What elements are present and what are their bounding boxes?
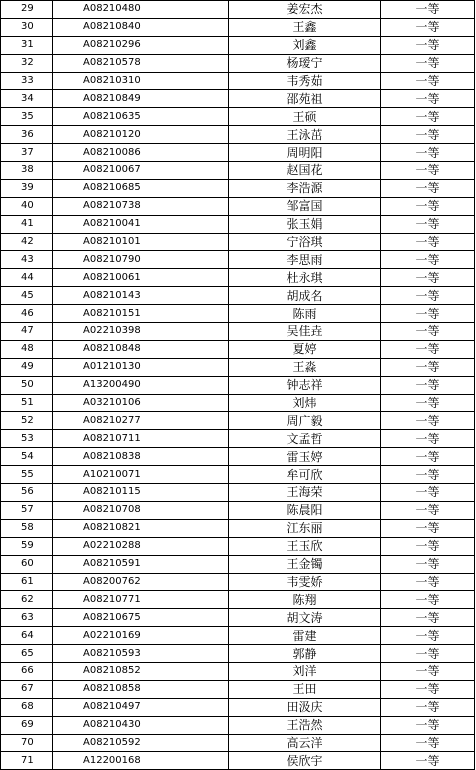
student-name-cell: 夏婷 <box>229 340 381 358</box>
award-grade-cell: 一等 <box>381 591 475 609</box>
table-row <box>1 448 475 466</box>
table-row <box>1 627 475 645</box>
row-number-cell: 40 <box>1 197 53 215</box>
table-row <box>1 36 475 54</box>
student-name-cell: 田汲庆 <box>229 698 381 716</box>
row-number-cell: 53 <box>1 430 53 448</box>
student-id-cell: A08210858 <box>53 680 229 698</box>
table-row <box>1 680 475 698</box>
student-name-cell: 杨瑷宁 <box>229 54 381 72</box>
table-row <box>1 466 475 484</box>
student-name-cell: 李思雨 <box>229 251 381 269</box>
table-row <box>1 573 475 591</box>
award-grade-cell: 一等 <box>381 698 475 716</box>
student-id-cell: A08210840 <box>53 18 229 36</box>
table-row <box>1 108 475 126</box>
row-number-cell: 32 <box>1 54 53 72</box>
row-number-cell: 49 <box>1 358 53 376</box>
table-row <box>1 144 475 162</box>
student-name-cell: 宁浴琪 <box>229 233 381 251</box>
table-row <box>1 215 475 233</box>
award-grade-cell: 一等 <box>381 287 475 305</box>
award-grade-cell: 一等 <box>381 90 475 108</box>
student-name-cell: 赵国花 <box>229 162 381 180</box>
student-id-cell: A08210592 <box>53 734 229 752</box>
student-name-cell: 胡成名 <box>229 287 381 305</box>
row-number-cell: 62 <box>1 591 53 609</box>
award-grade-cell: 一等 <box>381 394 475 412</box>
student-id-cell: A08210849 <box>53 90 229 108</box>
award-grade-cell: 一等 <box>381 501 475 519</box>
row-number-cell: 35 <box>1 108 53 126</box>
table-row <box>1 287 475 305</box>
award-grade-cell: 一等 <box>381 680 475 698</box>
table-row <box>1 698 475 716</box>
table-row <box>1 269 475 287</box>
student-id-cell: A08210115 <box>53 484 229 502</box>
award-grade-cell: 一等 <box>381 752 475 770</box>
student-name-cell: 刘炜 <box>229 394 381 412</box>
table-row <box>1 501 475 519</box>
row-number-cell: 39 <box>1 179 53 197</box>
row-number-cell: 57 <box>1 501 53 519</box>
student-name-cell: 高云洋 <box>229 734 381 752</box>
student-id-cell: A08210821 <box>53 519 229 537</box>
student-id-cell: A08210310 <box>53 72 229 90</box>
student-name-cell: 雷玉婷 <box>229 448 381 466</box>
student-name-cell: 江东丽 <box>229 519 381 537</box>
row-number-cell: 29 <box>1 1 53 19</box>
award-grade-cell: 一等 <box>381 537 475 555</box>
award-grade-cell: 一等 <box>381 662 475 680</box>
student-name-cell: 王金镯 <box>229 555 381 573</box>
student-name-cell: 陈雨 <box>229 305 381 323</box>
table-row <box>1 179 475 197</box>
student-name-cell: 王浩然 <box>229 716 381 734</box>
student-id-cell: A08210711 <box>53 430 229 448</box>
student-name-cell: 文孟哲 <box>229 430 381 448</box>
award-grade-cell: 一等 <box>381 340 475 358</box>
award-grade-cell: 一等 <box>381 126 475 144</box>
award-grade-cell: 一等 <box>381 609 475 627</box>
student-id-cell: A08210480 <box>53 1 229 19</box>
award-grade-cell: 一等 <box>381 1 475 19</box>
award-grade-cell: 一等 <box>381 376 475 394</box>
student-id-cell: A08210591 <box>53 555 229 573</box>
award-grade-cell: 一等 <box>381 18 475 36</box>
row-number-cell: 64 <box>1 627 53 645</box>
table-row <box>1 18 475 36</box>
award-grade-cell: 一等 <box>381 734 475 752</box>
row-number-cell: 60 <box>1 555 53 573</box>
student-name-cell: 王淼 <box>229 358 381 376</box>
award-grade-cell: 一等 <box>381 412 475 430</box>
award-grade-cell: 一等 <box>381 72 475 90</box>
table-row <box>1 54 475 72</box>
table-row <box>1 430 475 448</box>
table-row <box>1 1 475 19</box>
student-id-cell: A08210151 <box>53 305 229 323</box>
row-number-cell: 46 <box>1 305 53 323</box>
student-id-cell: A08210120 <box>53 126 229 144</box>
student-id-cell: A08210852 <box>53 662 229 680</box>
row-number-cell: 34 <box>1 90 53 108</box>
student-name-cell: 王田 <box>229 680 381 698</box>
row-number-cell: 56 <box>1 484 53 502</box>
table-row <box>1 484 475 502</box>
row-number-cell: 54 <box>1 448 53 466</box>
row-number-cell: 70 <box>1 734 53 752</box>
award-grade-cell: 一等 <box>381 269 475 287</box>
award-grade-cell: 一等 <box>381 144 475 162</box>
student-id-cell: A08210041 <box>53 215 229 233</box>
row-number-cell: 52 <box>1 412 53 430</box>
student-name-cell: 周广毅 <box>229 412 381 430</box>
table-row <box>1 537 475 555</box>
student-name-cell: 邹富国 <box>229 197 381 215</box>
award-grade-cell: 一等 <box>381 484 475 502</box>
table-row <box>1 752 475 770</box>
award-grade-cell: 一等 <box>381 519 475 537</box>
award-grade-cell: 一等 <box>381 108 475 126</box>
student-id-cell: A08210143 <box>53 287 229 305</box>
award-grade-cell: 一等 <box>381 233 475 251</box>
row-number-cell: 71 <box>1 752 53 770</box>
student-name-cell: 王泳茁 <box>229 126 381 144</box>
student-name-cell: 雷建 <box>229 627 381 645</box>
row-number-cell: 59 <box>1 537 53 555</box>
table-row <box>1 394 475 412</box>
row-number-cell: 69 <box>1 716 53 734</box>
student-id-cell: A08210086 <box>53 144 229 162</box>
row-number-cell: 36 <box>1 126 53 144</box>
student-name-cell: 王鑫 <box>229 18 381 36</box>
student-id-cell: A13200490 <box>53 376 229 394</box>
row-number-cell: 48 <box>1 340 53 358</box>
row-number-cell: 38 <box>1 162 53 180</box>
student-id-cell: A08210101 <box>53 233 229 251</box>
award-grade-cell: 一等 <box>381 179 475 197</box>
student-name-cell: 张玉娟 <box>229 215 381 233</box>
table-row <box>1 662 475 680</box>
row-number-cell: 47 <box>1 323 53 341</box>
student-id-cell: A08210838 <box>53 448 229 466</box>
award-grade-cell: 一等 <box>381 358 475 376</box>
student-id-cell: A08210708 <box>53 501 229 519</box>
table-row <box>1 340 475 358</box>
table-row <box>1 358 475 376</box>
row-number-cell: 43 <box>1 251 53 269</box>
table-row <box>1 376 475 394</box>
table-row <box>1 197 475 215</box>
student-id-cell: A08210593 <box>53 645 229 663</box>
row-number-cell: 50 <box>1 376 53 394</box>
student-name-cell: 韦雯娇 <box>229 573 381 591</box>
student-id-cell: A12200168 <box>53 752 229 770</box>
student-id-cell: A08210497 <box>53 698 229 716</box>
student-name-cell: 胡文涛 <box>229 609 381 627</box>
row-number-cell: 65 <box>1 645 53 663</box>
student-id-cell: A03210106 <box>53 394 229 412</box>
award-grade-cell: 一等 <box>381 305 475 323</box>
student-name-cell: 牟可欣 <box>229 466 381 484</box>
student-id-cell: A08210430 <box>53 716 229 734</box>
award-grade-cell: 一等 <box>381 448 475 466</box>
award-grade-cell: 一等 <box>381 716 475 734</box>
student-name-cell: 侯欣宇 <box>229 752 381 770</box>
table-row <box>1 323 475 341</box>
student-name-cell: 王海荣 <box>229 484 381 502</box>
row-number-cell: 51 <box>1 394 53 412</box>
student-name-cell: 钟志祥 <box>229 376 381 394</box>
student-id-cell: A08210277 <box>53 412 229 430</box>
row-number-cell: 61 <box>1 573 53 591</box>
row-number-cell: 58 <box>1 519 53 537</box>
student-name-cell: 周明阳 <box>229 144 381 162</box>
row-number-cell: 41 <box>1 215 53 233</box>
row-number-cell: 42 <box>1 233 53 251</box>
row-number-cell: 55 <box>1 466 53 484</box>
award-grade-cell: 一等 <box>381 627 475 645</box>
row-number-cell: 33 <box>1 72 53 90</box>
student-id-cell: A10210071 <box>53 466 229 484</box>
student-name-cell: 李浩源 <box>229 179 381 197</box>
table-row <box>1 126 475 144</box>
student-name-cell: 王硕 <box>229 108 381 126</box>
student-name-cell: 韦秀茹 <box>229 72 381 90</box>
row-number-cell: 66 <box>1 662 53 680</box>
table-row <box>1 609 475 627</box>
student-id-cell: A08210675 <box>53 609 229 627</box>
award-grade-cell: 一等 <box>381 162 475 180</box>
row-number-cell: 31 <box>1 36 53 54</box>
student-name-cell: 杜永琪 <box>229 269 381 287</box>
student-name-cell: 刘鑫 <box>229 36 381 54</box>
student-name-cell: 刘洋 <box>229 662 381 680</box>
table-row <box>1 591 475 609</box>
row-number-cell: 45 <box>1 287 53 305</box>
table-row <box>1 162 475 180</box>
student-name-cell: 姜宏杰 <box>229 1 381 19</box>
table-row <box>1 519 475 537</box>
table-row <box>1 734 475 752</box>
student-id-cell: A08210067 <box>53 162 229 180</box>
table-row <box>1 645 475 663</box>
table-row <box>1 412 475 430</box>
award-grade-cell: 一等 <box>381 555 475 573</box>
award-grade-cell: 一等 <box>381 645 475 663</box>
award-grade-cell: 一等 <box>381 215 475 233</box>
table-row <box>1 716 475 734</box>
table-row <box>1 251 475 269</box>
student-id-cell: A08210061 <box>53 269 229 287</box>
row-number-cell: 63 <box>1 609 53 627</box>
student-id-cell: A08210296 <box>53 36 229 54</box>
student-id-cell: A01210130 <box>53 358 229 376</box>
row-number-cell: 68 <box>1 698 53 716</box>
student-id-cell: A08210848 <box>53 340 229 358</box>
student-id-cell: A08210771 <box>53 591 229 609</box>
student-id-cell: A08210578 <box>53 54 229 72</box>
award-grade-cell: 一等 <box>381 430 475 448</box>
award-grade-cell: 一等 <box>381 251 475 269</box>
table-row <box>1 72 475 90</box>
award-grade-cell: 一等 <box>381 197 475 215</box>
row-number-cell: 44 <box>1 269 53 287</box>
row-number-cell: 67 <box>1 680 53 698</box>
student-id-cell: A08210635 <box>53 108 229 126</box>
award-grade-cell: 一等 <box>381 466 475 484</box>
student-id-cell: A08200762 <box>53 573 229 591</box>
student-id-cell: A02210169 <box>53 627 229 645</box>
row-number-cell: 37 <box>1 144 53 162</box>
student-id-cell: A02210288 <box>53 537 229 555</box>
award-grade-cell: 一等 <box>381 36 475 54</box>
student-id-cell: A08210790 <box>53 251 229 269</box>
award-grade-cell: 一等 <box>381 323 475 341</box>
student-id-cell: A08210738 <box>53 197 229 215</box>
student-id-cell: A08210685 <box>53 179 229 197</box>
student-name-cell: 陈晨阳 <box>229 501 381 519</box>
table-row <box>1 90 475 108</box>
student-name-cell: 邵苑祖 <box>229 90 381 108</box>
student-id-cell: A02210398 <box>53 323 229 341</box>
table-row <box>1 233 475 251</box>
roster-body <box>1 1 475 770</box>
row-number-cell: 30 <box>1 18 53 36</box>
student-name-cell: 陈翔 <box>229 591 381 609</box>
table-row <box>1 555 475 573</box>
award-grade-cell: 一等 <box>381 573 475 591</box>
student-name-cell: 郭静 <box>229 645 381 663</box>
student-name-cell: 吴佳垚 <box>229 323 381 341</box>
award-grade-cell: 一等 <box>381 54 475 72</box>
table-row <box>1 305 475 323</box>
student-name-cell: 王玉欣 <box>229 537 381 555</box>
